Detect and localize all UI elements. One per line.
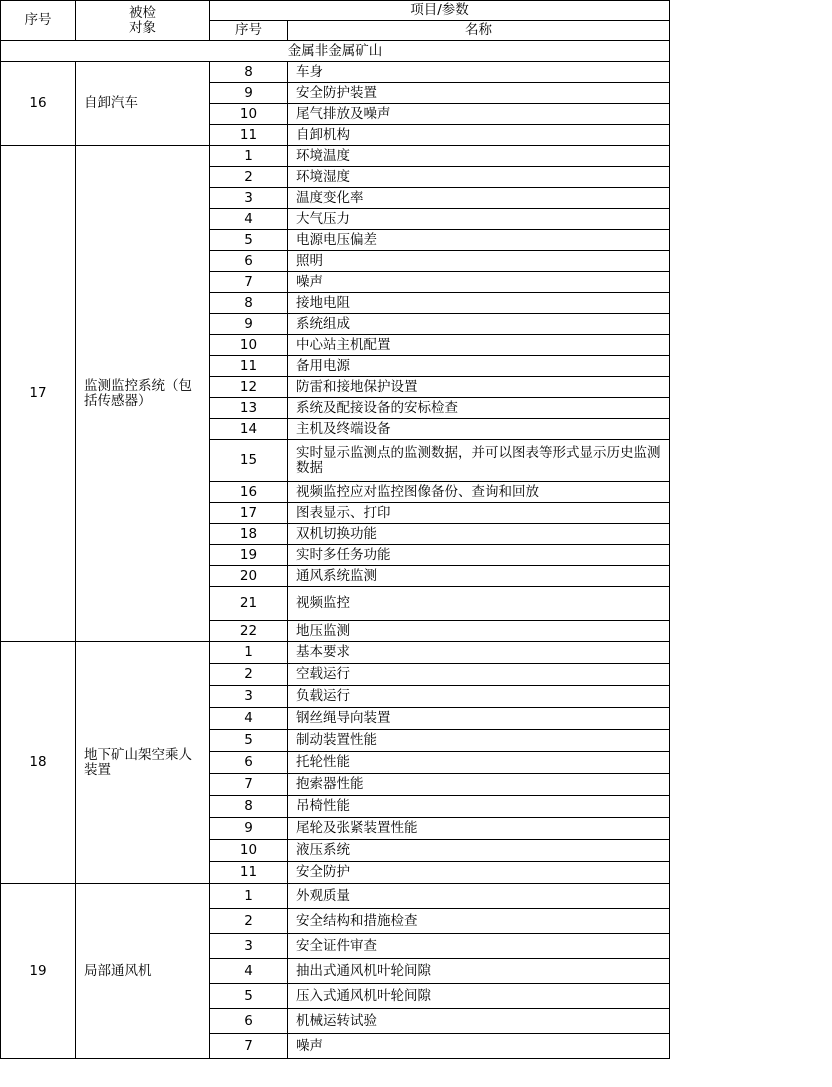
group-seq-cell: 19: [1, 884, 76, 1059]
item-seq-cell: 2: [210, 909, 288, 934]
item-seq-cell: 10: [210, 335, 288, 356]
item-name-cell: 通风系统监测: [288, 566, 670, 587]
header-items-params: 项目/参数: [210, 1, 670, 21]
item-name-cell: 照明: [288, 251, 670, 272]
section-row: [1, 41, 670, 62]
item-name-cell: 托轮性能: [288, 752, 670, 774]
item-seq-cell: 10: [210, 840, 288, 862]
header-object-line1: 被检: [129, 4, 156, 21]
group-seq-cell: 16: [1, 62, 76, 146]
item-seq-cell: 4: [210, 959, 288, 984]
item-name-cell: 大气压力: [288, 209, 670, 230]
item-seq-cell: 15: [210, 440, 288, 482]
item-name-cell: 噪声: [288, 1034, 670, 1059]
item-seq-cell: 19: [210, 545, 288, 566]
item-name-cell: 制动装置性能: [288, 730, 670, 752]
item-seq-cell: 7: [210, 1034, 288, 1059]
item-name-cell: 系统及配接设备的安标检查: [288, 398, 670, 419]
item-name-cell: 空载运行: [288, 664, 670, 686]
item-seq-cell: 3: [210, 934, 288, 959]
item-name-cell: 抱索器性能: [288, 774, 670, 796]
item-seq-cell: 2: [210, 664, 288, 686]
item-name-cell: 尾气排放及噪声: [288, 104, 670, 125]
item-seq-cell: 1: [210, 146, 288, 167]
section-title: 金属非金属矿山: [1, 41, 670, 62]
item-seq-cell: 18: [210, 524, 288, 545]
item-name-cell: 环境温度: [288, 146, 670, 167]
item-name-cell: 防雷和接地保护设置: [288, 377, 670, 398]
item-seq-cell: 22: [210, 621, 288, 642]
item-seq-cell: 8: [210, 62, 288, 83]
group-object-cell: 地下矿山架空乘人装置: [76, 642, 210, 884]
table-row: [1, 642, 670, 664]
item-seq-cell: 7: [210, 774, 288, 796]
item-seq-cell: 5: [210, 730, 288, 752]
item-name-cell: 噪声: [288, 272, 670, 293]
item-seq-cell: 11: [210, 125, 288, 146]
header-item-seq: 序号: [210, 21, 288, 41]
group-object-cell: 局部通风机: [76, 884, 210, 1059]
item-name-cell: 自卸机构: [288, 125, 670, 146]
item-seq-cell: 3: [210, 686, 288, 708]
item-name-cell: 安全结构和措施检查: [288, 909, 670, 934]
table-row: [1, 884, 670, 909]
group-object-cell: 自卸汽车: [76, 62, 210, 146]
table-row: [1, 62, 670, 83]
item-seq-cell: 1: [210, 642, 288, 664]
item-name-cell: 环境湿度: [288, 167, 670, 188]
item-seq-cell: 6: [210, 752, 288, 774]
item-name-cell: 安全证件审查: [288, 934, 670, 959]
item-name-cell: 压入式通风机叶轮间隙: [288, 984, 670, 1009]
item-name-cell: 尾轮及张紧装置性能: [288, 818, 670, 840]
item-name-cell: 备用电源: [288, 356, 670, 377]
item-name-cell: 液压系统: [288, 840, 670, 862]
item-seq-cell: 5: [210, 984, 288, 1009]
item-seq-cell: 9: [210, 83, 288, 104]
item-seq-cell: 5: [210, 230, 288, 251]
item-name-cell: 视频监控应对监控图像备份、查询和回放: [288, 482, 670, 503]
header-item-name: 名称: [288, 21, 670, 41]
item-name-cell: 视频监控: [288, 587, 670, 621]
item-name-cell: 车身: [288, 62, 670, 83]
table-row: [1, 146, 670, 167]
item-seq-cell: 13: [210, 398, 288, 419]
item-name-cell: 主机及终端设备: [288, 419, 670, 440]
item-name-cell: 钢丝绳导向装置: [288, 708, 670, 730]
header-object: [76, 1, 210, 41]
item-seq-cell: 4: [210, 708, 288, 730]
header-object-line2: 对象: [129, 19, 156, 36]
header-row-1: [1, 1, 670, 21]
item-seq-cell: 6: [210, 1009, 288, 1034]
item-seq-cell: 9: [210, 314, 288, 335]
item-seq-cell: 16: [210, 482, 288, 503]
item-name-cell: 实时多任务功能: [288, 545, 670, 566]
item-seq-cell: 9: [210, 818, 288, 840]
item-seq-cell: 21: [210, 587, 288, 621]
item-seq-cell: 1: [210, 884, 288, 909]
item-name-cell: 中心站主机配置: [288, 335, 670, 356]
item-seq-cell: 20: [210, 566, 288, 587]
item-name-cell: 实时显示监测点的监测数据，并可以图表等形式显示历史监测数据: [288, 440, 670, 482]
item-seq-cell: 8: [210, 293, 288, 314]
item-seq-cell: 10: [210, 104, 288, 125]
header-seq: 序号: [1, 1, 76, 41]
group-seq-cell: 17: [1, 146, 76, 642]
item-seq-cell: 6: [210, 251, 288, 272]
item-seq-cell: 17: [210, 503, 288, 524]
item-seq-cell: 11: [210, 356, 288, 377]
item-seq-cell: 3: [210, 188, 288, 209]
item-seq-cell: 12: [210, 377, 288, 398]
item-name-cell: 双机切换功能: [288, 524, 670, 545]
item-name-cell: 图表显示、打印: [288, 503, 670, 524]
item-seq-cell: 7: [210, 272, 288, 293]
item-name-cell: 负载运行: [288, 686, 670, 708]
item-name-cell: 温度变化率: [288, 188, 670, 209]
item-name-cell: 接地电阻: [288, 293, 670, 314]
table-body: [1, 1, 670, 1059]
item-seq-cell: 8: [210, 796, 288, 818]
item-name-cell: 安全防护: [288, 862, 670, 884]
item-name-cell: 安全防护装置: [288, 83, 670, 104]
item-name-cell: 地压监测: [288, 621, 670, 642]
item-seq-cell: 2: [210, 167, 288, 188]
group-object-cell: 监测监控系统（包括传感器）: [76, 146, 210, 642]
item-name-cell: 系统组成: [288, 314, 670, 335]
item-seq-cell: 11: [210, 862, 288, 884]
item-name-cell: 抽出式通风机叶轮间隙: [288, 959, 670, 984]
item-name-cell: 电源电压偏差: [288, 230, 670, 251]
item-seq-cell: 14: [210, 419, 288, 440]
item-name-cell: 外观质量: [288, 884, 670, 909]
group-seq-cell: 18: [1, 642, 76, 884]
item-name-cell: 基本要求: [288, 642, 670, 664]
item-name-cell: 机械运转试验: [288, 1009, 670, 1034]
item-name-cell: 吊椅性能: [288, 796, 670, 818]
item-seq-cell: 4: [210, 209, 288, 230]
